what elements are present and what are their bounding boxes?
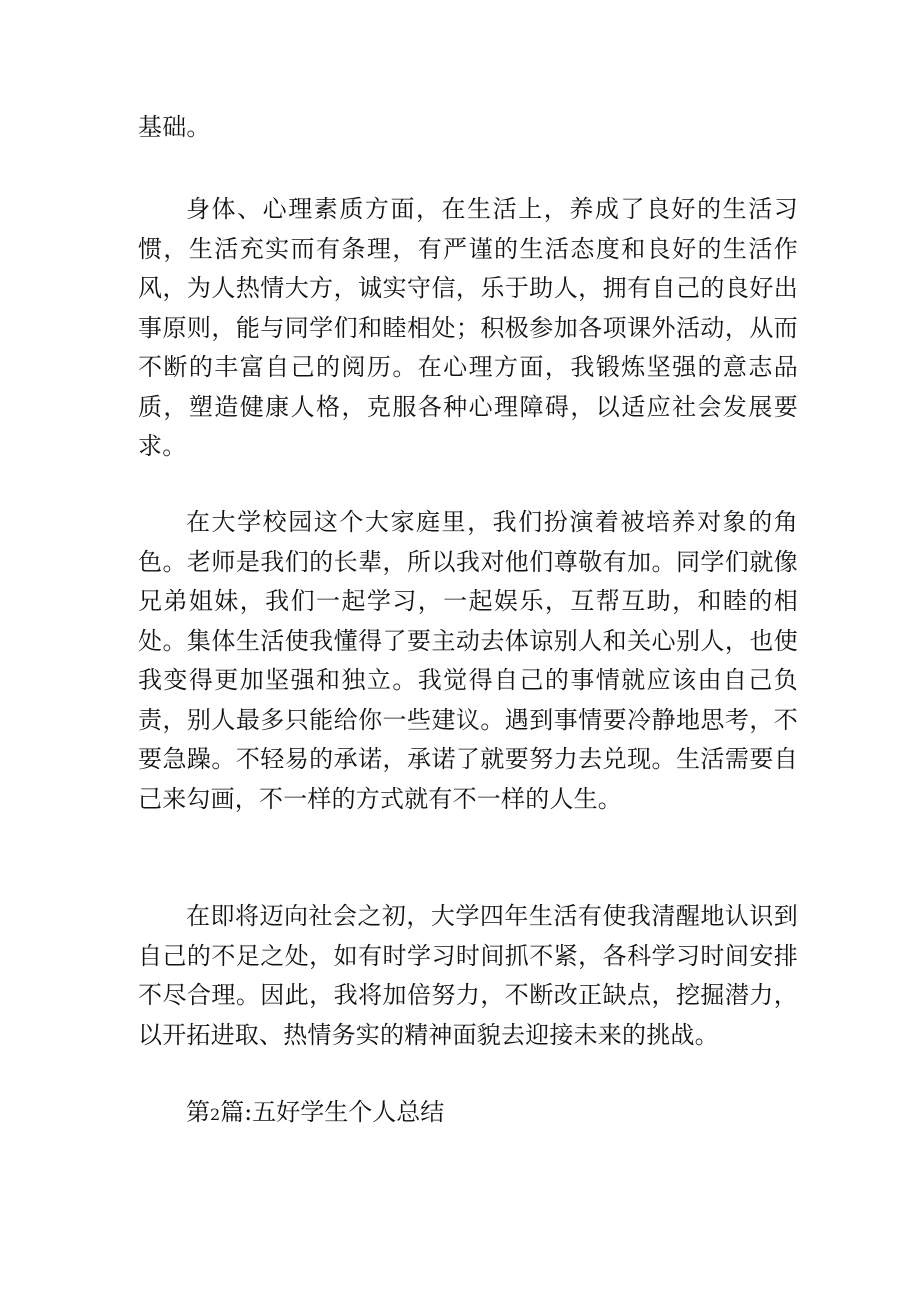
section-heading-number: 2 [210, 1105, 221, 1124]
paragraph-shortcomings [138, 897, 798, 1055]
section-heading-suffix: 篇:五好学生个人总结 [220, 1098, 445, 1126]
paragraph-campus-life [138, 503, 798, 819]
paragraph-physical-mental [138, 190, 798, 467]
paragraph-campus-life-text: 在大学校园这个大家庭里，我们扮演着被培养对象的角色。老师是我们的长辈，所以我对他们尊敬有加。同学们就像兄弟姐妹，我们一起学习，一起娱乐，互帮互助，和睦的相处。集体生活使我懂得了要主动去体谅别人和关心别人，也使我变得更加坚强和独立。我觉得自己的事情就应该由自己负责，别人最多只能给你一些建议。遇到事情要冷静地思考，不要急躁。不轻易的承诺，承诺了就要努力去兑现。生活需要自己来勾画，不一样的方式就有不一样的人生。 [138, 508, 798, 813]
paragraph-continuation: 基础。 [138, 113, 211, 141]
paragraph-physical-mental-text: 身体、心理素质方面，在生活上，养成了良好的生活习惯，生活充实而有条理，有严谨的生活态度和良好的生活作风，为人热情大方，诚实守信，乐于助人，拥有自己的良好出事原则，能与同学们和睦相处；积极参加各项课外活动，从而不断的丰富自己的阅历。在心理方面，我锻炼坚强的意志品质，塑造健康人格，克服各种心理障碍，以适应社会发展要求。 [138, 195, 798, 460]
section-heading-prefix: 第 [186, 1098, 210, 1126]
paragraph-shortcomings-text: 在即将迈向社会之初，大学四年生活有使我清醒地认识到自己的不足之处，如有时学习时间抓不紧，各科学习时间安排不尽合理。因此，我将加倍努力，不断改正缺点，挖掘潜力，以开拓进取、热情务实的精神面貌去迎接未来的挑战。 [138, 902, 798, 1049]
section-heading [186, 1093, 444, 1135]
